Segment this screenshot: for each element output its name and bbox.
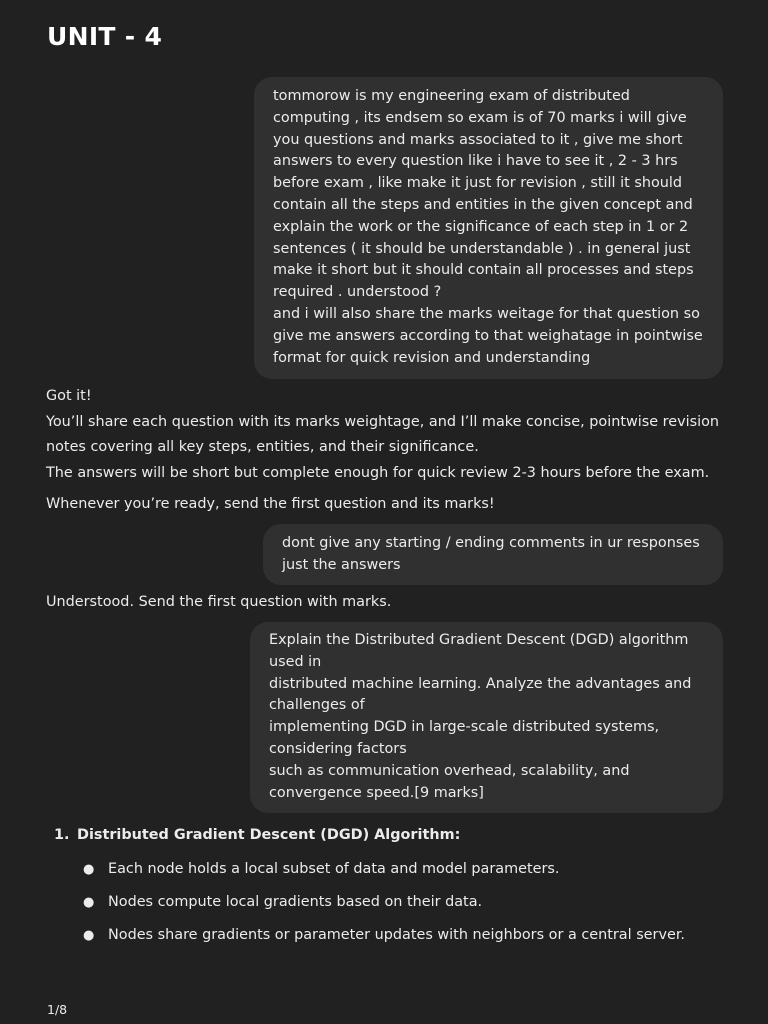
message-line: give me answers according to that weighatage in pointwise bbox=[273, 327, 703, 344]
assistant-message-2: Understood. Send the first question with marks. bbox=[46, 594, 392, 610]
bullet-icon: ● bbox=[83, 862, 95, 877]
message-line: Got it! bbox=[46, 388, 92, 404]
bullet-icon: ● bbox=[83, 895, 95, 910]
message-line: notes covering all key steps, entities, and their significance. bbox=[46, 439, 479, 455]
message-line: Explain the Distributed Gradient Descent (DGD) algorithm bbox=[269, 632, 689, 648]
user-message-1 bbox=[254, 77, 723, 379]
message-line: convergence speed.[9 marks] bbox=[269, 784, 484, 801]
message-line: The answers will be short but complete enough for quick review 2-3 hours before the exam. bbox=[46, 464, 710, 481]
answer-bullet-list bbox=[83, 858, 685, 957]
message-line: tommorow is my engineering exam of distributed bbox=[273, 88, 630, 104]
message-line: dont give any starting / ending comments in ur responses bbox=[282, 535, 700, 551]
user-message-3 bbox=[250, 622, 723, 813]
message-line: You’ll share each question with its marks weightage, and I’ll make concise, pointwise revision bbox=[46, 413, 720, 430]
message-line: distributed machine learning. Analyze the advantages and bbox=[269, 675, 692, 692]
message-line: contain all the steps and entities in the given concept and bbox=[273, 196, 693, 213]
list-item-text: Nodes compute local gradients based on their data. bbox=[108, 894, 483, 910]
list-item-text: Each node holds a local subset of data and model parameters. bbox=[108, 861, 560, 877]
message-line: explain the work or the significance of each step in 1 or 2 bbox=[273, 218, 689, 235]
list-item-text: Nodes share gradients or parameter updates with neighbors or a central server. bbox=[108, 927, 685, 943]
list-item bbox=[83, 858, 685, 891]
message-line: used in bbox=[269, 653, 322, 670]
assistant-message-1-followup: Whenever you’re ready, send the first question and its marks! bbox=[46, 496, 495, 512]
message-line: just the answers bbox=[282, 556, 401, 573]
assistant-message-1 bbox=[46, 384, 719, 486]
bullet-icon: ● bbox=[83, 928, 95, 943]
page-number: 1/8 bbox=[47, 1002, 68, 1017]
message-line: format for quick revision and understanding bbox=[273, 349, 591, 366]
message-line: answers to every question like i have to see it , 2 - 3 hrs bbox=[273, 153, 678, 170]
user-message-2 bbox=[263, 524, 723, 585]
message-line: such as communication overhead, scalability, and bbox=[269, 762, 630, 779]
message-line: sentences ( it should be understandable ) . in general just bbox=[273, 240, 691, 257]
message-line: and i will also share the marks weitage for that question so bbox=[273, 305, 700, 322]
message-line: implementing DGD in large-scale distributed systems, bbox=[269, 719, 660, 736]
answer-heading bbox=[54, 827, 460, 843]
list-number: 1. bbox=[54, 827, 70, 843]
message-line: considering factors bbox=[269, 740, 407, 757]
message-line: required . understood ? bbox=[273, 284, 442, 301]
page-title: UNIT - 4 bbox=[47, 22, 163, 51]
list-item bbox=[83, 891, 685, 924]
list-item bbox=[83, 924, 685, 957]
message-line: computing , its endsem so exam is of 70 marks i will give bbox=[273, 109, 687, 126]
answer-heading-text: Distributed Gradient Descent (DGD) Algorithm: bbox=[77, 827, 461, 843]
message-line: make it short but it should contain all processes and steps bbox=[273, 262, 694, 279]
message-line: before exam , like make it just for revision , still it should bbox=[273, 175, 683, 192]
message-line: you questions and marks associated to it , give me short bbox=[273, 131, 683, 148]
message-line: challenges of bbox=[269, 697, 365, 714]
